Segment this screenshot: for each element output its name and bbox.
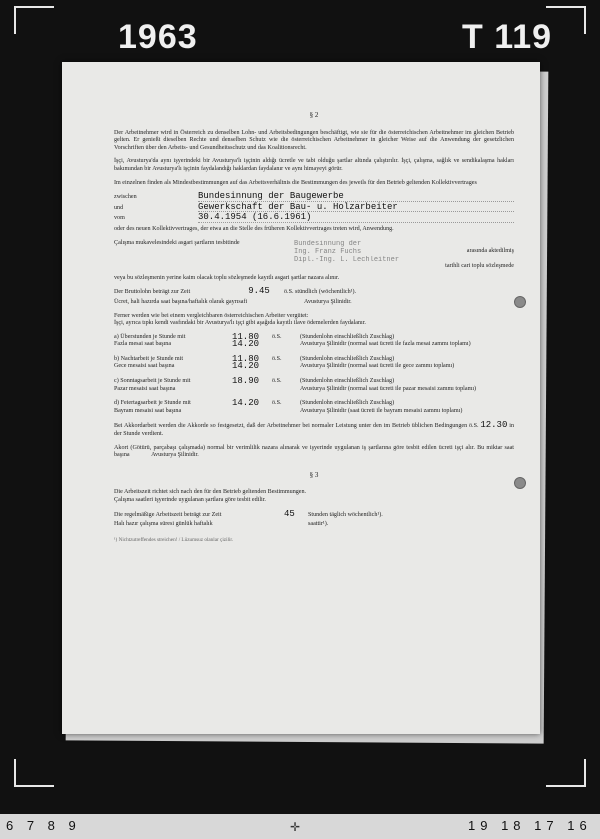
crop-mark-bottom-left: [14, 759, 54, 787]
overtime-label: c) Sonntagsarbeit je Stunde mit: [114, 378, 191, 385]
crop-mark-top-left: [14, 6, 54, 34]
paragraph: Im einzelnen finden als Mindestbestimmungen auf das Arbeitsverhältnis die Bestimmungen des jeweils für den Betrieb geltenden Kollektivvertrages: [114, 179, 477, 186]
overtime-desc-tr: Avusturya Şilinidir (normal saat ücreti ile fazla mesai zammı toplamı): [300, 341, 471, 348]
overtime-label-block: [114, 334, 232, 349]
overtime-desc-block: [300, 334, 514, 349]
frame-numbers-right: 19 18 17 16: [468, 818, 592, 833]
overtime-desc-block: [300, 378, 514, 393]
overtime-values: [232, 378, 272, 393]
overtime-desc-tr: Avusturya Şilinidir (saat ücreti ile bayram mesaisi zammı toplamı): [300, 407, 463, 414]
wage-value: 9.45: [248, 286, 270, 297]
overtime-label-block: [114, 400, 232, 415]
overtime-label-tr: Pazar mesaisi saat başına: [114, 385, 176, 392]
field-label: Ücret, hali hazırda saat başına/haftalık olarak gayrısafi: [114, 298, 248, 305]
footnote: ¹) Nichtzutreffendes streichen! / Lüzumsuz olanlar çizilir.: [114, 536, 234, 543]
overtime-desc: (Stundenlohn einschließlich Zuschlag): [300, 400, 395, 407]
overtime-value: 14.20: [232, 339, 260, 350]
overtime-table: [114, 331, 514, 416]
field-label: Çalışma mukavelesindeki asgari şartların tesbitinde: [114, 239, 240, 246]
punch-hole-icon: [514, 477, 526, 489]
punch-hole-icon: [514, 296, 526, 308]
overtime-currency: ö.S.: [272, 333, 282, 340]
wage-row-tr: [114, 299, 514, 307]
paragraph-tr: İşçi, Avusturya'da aynı işyerindeki bir Avusturya'lı işçinin aldığı ücretle ve tabi olduğu şartlar altında çalıştırılır. İşçi, çalışma, sağlık ve sendikalaşma hakları bakımından bir Avusturya'lı işçinin faydalandığı haklardan faydalanır ve aynı himayeyi görür.: [114, 158, 514, 172]
overtime-currency: ö.S.: [272, 378, 282, 385]
akord-end: Avusturya Şilinidir.: [151, 452, 199, 459]
overtime-desc-tr: Avusturya Şilinidir (normal saat ücreti ile pazar mesaisi zammı toplamı): [300, 385, 477, 392]
field-label: und: [114, 204, 124, 211]
overtime-desc-block: [300, 400, 514, 415]
stamp-block: [114, 240, 514, 271]
overtime-currency: ö.S.: [272, 355, 282, 362]
akkord-end: in der Stunde verdient.: [114, 423, 514, 438]
film-code-label: T 119: [462, 18, 553, 56]
overtime-values: [232, 353, 272, 372]
paragraph-tr: İşçi, ayrıca tıpkı kendi vasfındaki bir Avusturya'lı işçi gibi aşağıda kayıtlı ilave ödemelerden faydalanır.: [114, 320, 366, 327]
stamp: [294, 240, 414, 271]
overtime-label-tr: Gece mesaisi saat başına: [114, 363, 175, 370]
document-page: [62, 62, 540, 734]
overtime-row: [114, 400, 514, 415]
frame-numbers-left: 6 7 8 9: [6, 818, 81, 833]
overtime-label: d) Feiertagsarbeit je Stunde mit: [114, 400, 191, 407]
overtime-values: [232, 400, 272, 415]
overtime-desc: (Stundenlohn einschließlich Zuschlag): [300, 378, 395, 385]
stamp-line: Dipl.-Ing. L. Lechleitner: [294, 255, 400, 264]
paragraph-tr: veya bu sözleşmenin yerine kaim olacak toplu sözleşmede kayıtlı asgari şartlar nazara alınır.: [114, 274, 340, 281]
stamp-line: Ing. Franz Fuchs: [294, 247, 362, 256]
field-label: Halı hazır çalışma süresi günlük haftalık: [114, 521, 213, 528]
document-body: [114, 112, 514, 544]
paragraph: oder des neuen Kollektivvertrages, der etwa an die Stelle des früheren Kollektivvertrages treten wird, Anwendung.: [114, 225, 394, 232]
overtime-value: 14.20: [232, 398, 260, 409]
paragraph-tr: [114, 445, 514, 460]
hours-row-tr: [114, 521, 514, 529]
crop-mark-bottom-right: [546, 759, 586, 787]
akord-text: Akort (Götürü, parçabaşı çalışmada) normal bir verimlilik nazara alınarak ve işyerinde uygulanan iş şartlarına göre tesbit edilen ücreti işçi alır. Bu miktar saat başına: [114, 444, 514, 459]
overtime-currency: ö.S.: [272, 400, 282, 407]
film-edge-strip: [0, 814, 600, 839]
field-label: vom: [114, 215, 125, 222]
overtime-label: a) Überstunden je Stunde mit: [114, 333, 186, 340]
wage-row: [114, 288, 514, 297]
field-value: Gewerkschaft der Bau- u. Holzarbeiter: [198, 204, 514, 213]
field-row: [114, 214, 514, 223]
paragraph: Ferner werden wie bei einem vergleichbaren österreichischen Arbeiter vergütet:: [114, 312, 309, 319]
overtime-label-block: [114, 378, 232, 393]
overtime-row: [114, 378, 514, 393]
section-heading: § 2: [309, 111, 319, 119]
overtime-label-tr: Fazla mesai saat başına: [114, 341, 172, 348]
paragraph-tr: Çalışma saatleri işyerinde uygulanan şartlara göre tesbit edilir.: [114, 497, 266, 503]
overtime-desc: (Stundenlohn einschließlich Zuschlag): [300, 355, 395, 362]
field-label: tarihli cari toplu sözleşmede: [445, 263, 514, 270]
registration-mark-icon: ✛: [290, 820, 301, 834]
paragraph: [114, 422, 514, 438]
akkord-value: 12.30: [480, 420, 508, 431]
hours-value: 45: [284, 508, 295, 519]
overtime-value: 14.20: [232, 361, 260, 372]
stamp-right: [414, 240, 514, 271]
overtime-value: 11.80: [232, 331, 260, 342]
field-label: Der Bruttolohn beträgt zur Zeit: [114, 289, 191, 296]
field-label: zwischen: [114, 194, 137, 201]
paragraph: Die Arbeitszeit richtet sich nach den für den Betrieb geltenden Bestimmungen.: [114, 489, 307, 496]
field-value: Bundesinnung der Baugewerbe: [198, 193, 514, 202]
field-label: arasında aktedilmiş: [466, 247, 514, 254]
overtime-values: [232, 331, 272, 350]
hours-unit: Stunden täglich wöchentlich¹).: [308, 511, 383, 518]
overtime-value: 18.90: [232, 376, 260, 387]
field-label: Die regelmäßige Arbeitszeit beträgt zur Zeit: [114, 511, 222, 518]
overtime-desc-tr: Avusturya Şilinidir (normal saat ücreti ile gece zammı toplamı): [300, 363, 455, 370]
wage-unit: Avusturya Şilinidir.: [304, 298, 352, 305]
field-row: [114, 201, 514, 213]
film-year-label: 1963: [118, 18, 198, 56]
field-row: [114, 193, 514, 202]
hours-row: [114, 508, 514, 520]
overtime-label: b) Nachtarbeit je Stunde mit: [114, 355, 184, 362]
field-value: 30.4.1954 (16.6.1961): [198, 214, 514, 223]
overtime-desc: (Stundenlohn einschließlich Zuschlag): [300, 333, 395, 340]
overtime-value: 11.80: [232, 353, 260, 364]
akkord-text: Bei Akkordarbeit werden die Akkorde so festgesetzt, daß der Arbeitnehmer bei normaler Leistung unter den im Betrieb üblichen Bedingungen ö.S.: [114, 423, 479, 430]
wage-unit: ö.S. stündlich (wöchentlich¹).: [284, 289, 357, 296]
overtime-row: [114, 353, 514, 372]
overtime-label-tr: Bayram mesaisi saat başına: [114, 407, 182, 414]
overtime-desc-block: [300, 356, 514, 371]
paragraph: Der Arbeitnehmer wird in Österreich zu denselben Lohn- und Arbeitsbedingungen beschäftigt, wie sie für die österreichischen Arbeitnehmer im gleichen Betrieb gelten. Er genießt dieselben Rechte und denselben Schutz wie die österreichischen Arbeitnehmer in gleicher Weise auf die Anwendung der gesetzlichen Vorschriften über den Arbeits- und Gesundheitsschutz und das Koalitionsrecht.: [114, 129, 514, 151]
hours-unit: saattir¹).: [308, 521, 329, 528]
overtime-label-block: [114, 356, 232, 371]
section-heading: § 3: [309, 470, 319, 479]
stamp-line: Bundesinnung der: [294, 239, 362, 248]
overtime-row: [114, 331, 514, 350]
